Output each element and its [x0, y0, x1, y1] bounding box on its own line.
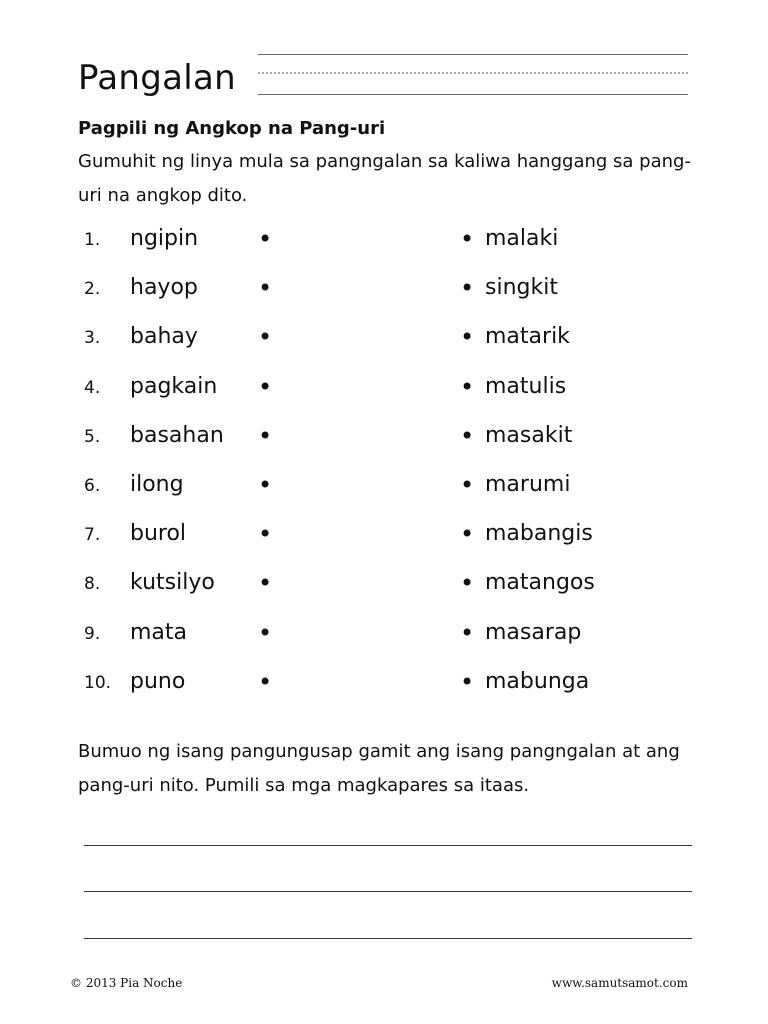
name-label: Pangalan [78, 58, 237, 98]
adjective-text: masakit [485, 422, 573, 448]
noun-text: ilong [130, 471, 184, 497]
answer-line[interactable] [84, 891, 692, 892]
left-bullet[interactable]: • [258, 520, 273, 549]
left-bullet[interactable]: • [258, 569, 273, 598]
left-bullet[interactable]: • [258, 225, 273, 253]
noun-text: kutsilyo [130, 570, 215, 596]
website-link[interactable]: www.samutsamot.com [551, 976, 688, 990]
adjective-text: mabangis [485, 521, 593, 547]
adjective-text: marumi [485, 471, 571, 497]
noun-text: mata [130, 619, 188, 645]
right-bullet[interactable]: • [460, 667, 475, 696]
right-bullet[interactable]: • [460, 569, 475, 598]
item-number: 7. [84, 525, 101, 546]
right-bullet[interactable]: • [460, 421, 475, 450]
list-item [0, 216, 768, 265]
list-item [0, 364, 768, 413]
sentence-instruction: Bumuo ng isang pangungusap gamit ang isang pangngalan at ang pang-uri nito. Pumili sa mga magkapares sa itaas. [78, 741, 680, 796]
noun-text: ngipin [130, 226, 199, 251]
left-bullet[interactable]: • [258, 372, 273, 401]
left-bullet[interactable]: • [258, 421, 273, 450]
list-item [0, 659, 768, 708]
left-bullet[interactable]: • [258, 274, 273, 303]
list-item [0, 265, 768, 314]
adjective-text: masarap [485, 619, 582, 645]
item-number: 1. [84, 230, 101, 250]
item-number: 10. [84, 672, 112, 693]
list-item [0, 413, 768, 462]
adjective-text: matulis [485, 373, 567, 399]
item-number: 3. [84, 328, 101, 349]
instruction-text: Gumuhit ng linya mula sa pangngalan sa kaliwa hanggang sa pang-uri na angkop dito. [78, 151, 691, 206]
item-number: 4. [84, 377, 101, 398]
item-number: 5. [84, 426, 101, 447]
right-bullet[interactable]: • [460, 470, 475, 499]
name-line-top [258, 54, 688, 55]
adjective-text: mabunga [485, 668, 590, 694]
right-bullet[interactable]: • [460, 618, 475, 647]
matching-list [0, 216, 768, 708]
adjective-text: singkit [485, 275, 558, 301]
right-bullet[interactable]: • [460, 520, 475, 549]
left-bullet[interactable]: • [258, 618, 273, 647]
left-bullet[interactable]: • [258, 323, 273, 352]
item-number: 6. [84, 475, 101, 496]
list-item [0, 610, 768, 659]
right-bullet[interactable]: • [460, 372, 475, 401]
right-bullet[interactable]: • [460, 323, 475, 352]
item-number: 8. [84, 574, 101, 595]
answer-line[interactable] [84, 938, 692, 939]
adjective-text: matangos [485, 570, 595, 596]
noun-text: basahan [130, 422, 224, 448]
item-number: 9. [84, 623, 101, 644]
name-line-bottom [258, 94, 688, 95]
adjective-text: matarik [485, 324, 570, 350]
name-line-dotted [258, 72, 688, 74]
list-item [0, 511, 768, 560]
list-item [0, 462, 768, 511]
list-item [0, 560, 768, 609]
left-bullet[interactable]: • [258, 667, 273, 696]
left-bullet[interactable]: • [258, 470, 273, 499]
right-bullet[interactable]: • [460, 274, 475, 303]
noun-text: bahay [130, 324, 198, 350]
noun-text: pagkain [130, 373, 218, 399]
noun-text: puno [130, 668, 186, 694]
right-bullet[interactable]: • [460, 225, 475, 253]
noun-text: hayop [130, 275, 198, 301]
list-item [0, 314, 768, 363]
item-number: 2. [84, 279, 101, 300]
adjective-text: malaki [485, 226, 559, 251]
answer-line[interactable] [84, 845, 692, 846]
worksheet-title: Pagpili ng Angkop na Pang-uri [78, 118, 386, 139]
copyright-text: © 2013 Pia Noche [70, 976, 183, 990]
noun-text: burol [130, 521, 187, 547]
